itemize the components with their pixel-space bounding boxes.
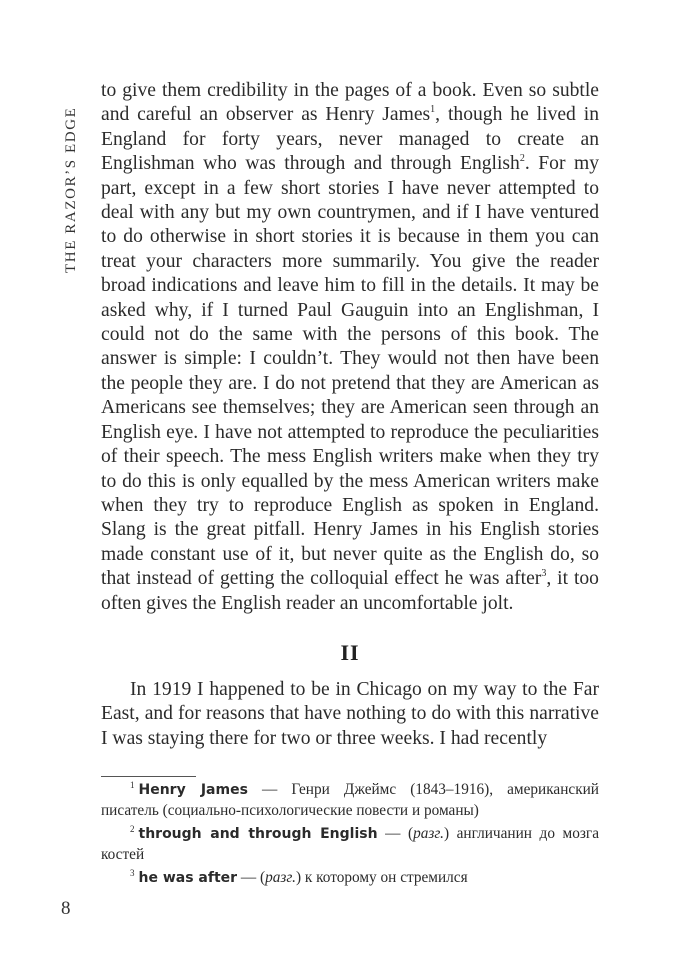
footnote-dash: — <box>247 781 292 798</box>
footnote-term: he was after <box>138 870 238 886</box>
footnote-text: Генри Джеймс (1843–1916), американский писатель (социально-психологические повести и романы) <box>101 781 599 819</box>
second-paragraph <box>101 678 599 751</box>
main-paragraph <box>101 79 599 616</box>
paragraph-1-text-b: , though he lived in England for forty years, never managed to create an Englishman who was through and through English <box>101 104 599 175</box>
footnote-term: Henry James <box>138 782 248 798</box>
paragraph-1 <box>101 79 599 616</box>
footnote-ref-3: 3 <box>541 568 547 580</box>
footnote-text: ) к которому он стремился <box>295 869 468 886</box>
footnote-1 <box>101 780 599 821</box>
page-number: 8 <box>61 898 71 919</box>
footnote-number: 1 <box>130 780 135 790</box>
paragraph-1-text-a: to give them credibility in the pages of a book. Even so subtle and careful an observer as Henry James <box>101 80 599 126</box>
footnote-3 <box>101 868 599 889</box>
footnote-term: through and through English <box>138 826 378 842</box>
footnote-usage-mark: разг. <box>413 825 444 842</box>
footnotes <box>101 780 599 892</box>
footnote-ref-2: 2 <box>519 153 525 165</box>
footnote-number: 3 <box>130 868 135 878</box>
footnote-number: 2 <box>130 824 135 834</box>
footnote-ref-1: 1 <box>430 104 436 116</box>
paragraph-1-text-d: , it too often gives the English reader an uncomfortable jolt. <box>101 568 599 614</box>
footnote-usage-mark: разг. <box>265 869 296 886</box>
paragraph-1-text-c: . For my part, except in a few short stories I have never attempted to deal with any but my own countrymen, and if I have ventured to do otherwise in short stories it is because in them you can treat your characters more summarily. You give the reader broad indications and leave him to fill in the details. It may be asked why, if I turned Paul Gauguin into an Englishman, I could not do the same with the persons of this book. The answer is simple: I couldn’t. They would not then have been the people they are. I do not pretend that they are American as Americans see themselves; they are American seen through an English eye. I have not attempted to reproduce the peculiarities of their speech. The mess English writers make when they try to do this is only equalled by the mess American writers make when they try to reproduce English as spoken in England. Slang is the great pitfall. Henry James in his English stories made constant use of it, but never quite as the English do, so that instead of getting the colloquial effect he was after <box>101 153 600 590</box>
chapter-heading: II <box>340 640 360 665</box>
footnote-divider <box>101 776 196 777</box>
footnote-text: ) англичанин до мозга костей <box>101 825 599 863</box>
running-head: THE RAZOR’S EDGE <box>63 106 79 273</box>
footnote-dash: — ( <box>237 869 266 886</box>
footnote-dash: — ( <box>377 825 414 842</box>
footnote-2 <box>101 824 599 865</box>
paragraph-2-text: In 1919 I happened to be in Chicago on my way to the Far East, and for reasons that have nothing to do with this narrative I was staying there for two or three weeks. I had recently <box>101 679 599 749</box>
